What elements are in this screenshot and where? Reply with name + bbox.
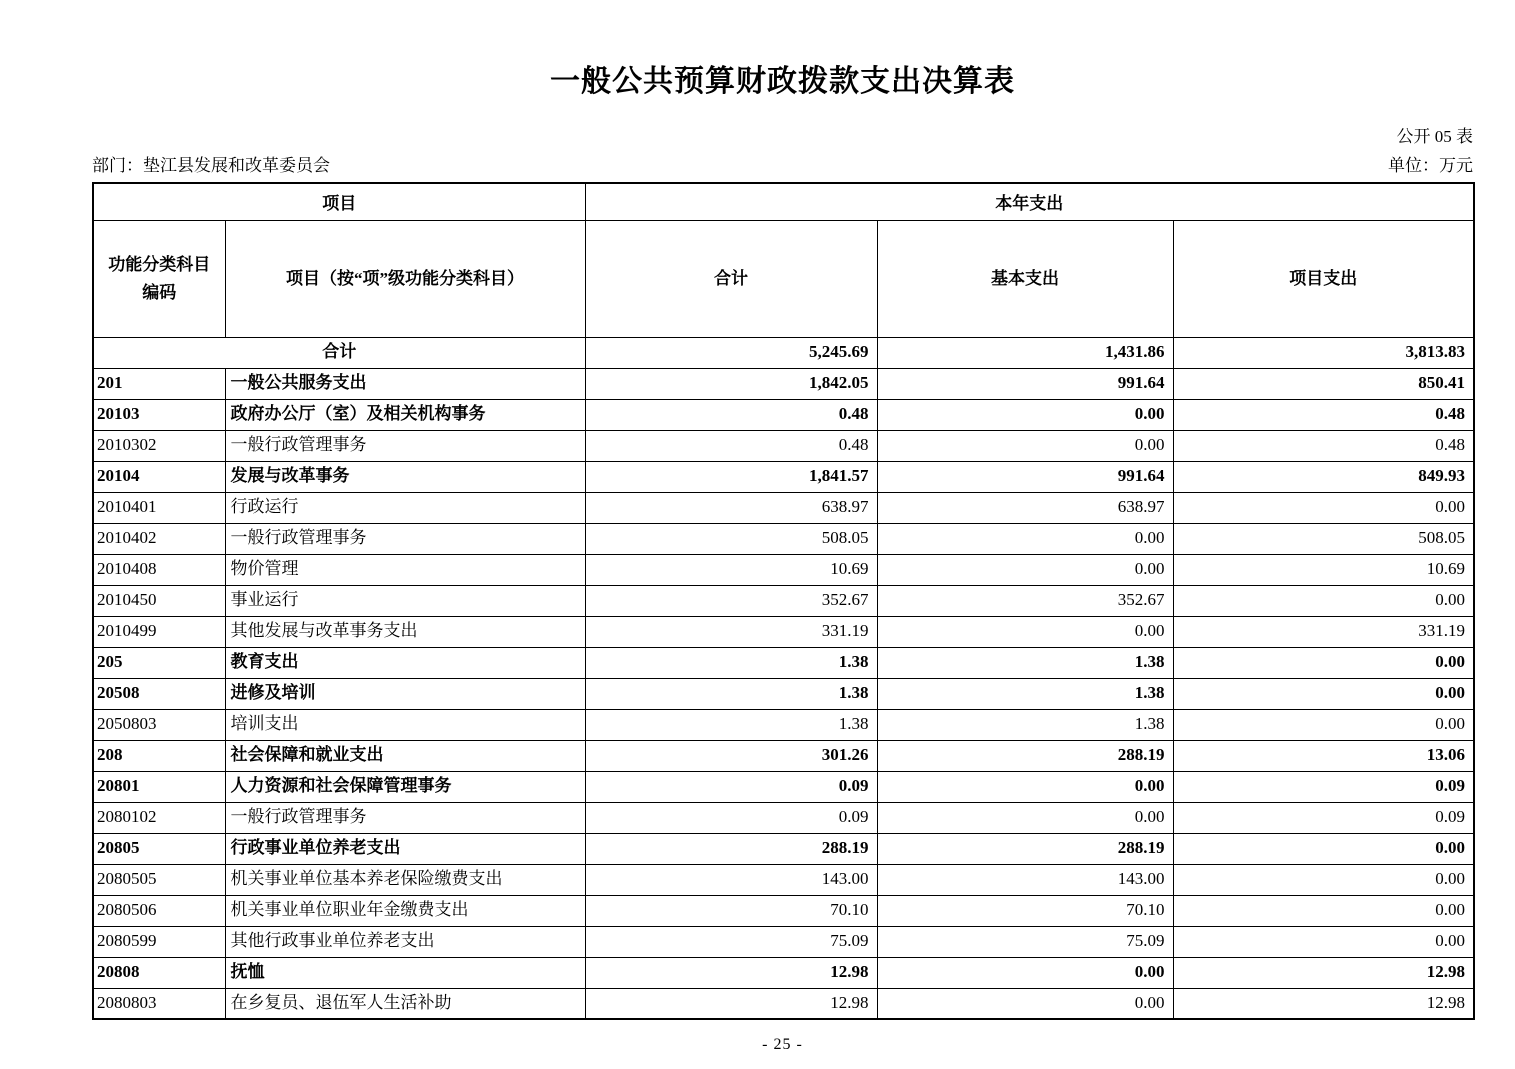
row-basic-expenditure-value: 0.00: [877, 616, 1173, 647]
row-basic-expenditure-value: 288.19: [877, 740, 1173, 771]
row-project-expenditure-value: 12.98: [1173, 988, 1474, 1019]
row-project-expenditure-value: 0.00: [1173, 926, 1474, 957]
row-function-code: 2080102: [93, 802, 225, 833]
row-item-label: 事业运行: [225, 585, 585, 616]
row-item-label: 发展与改革事务: [225, 461, 585, 492]
row-function-code: 20805: [93, 833, 225, 864]
table-row: [93, 709, 1474, 740]
row-function-code: 2080803: [93, 988, 225, 1019]
row-project-expenditure-value: 849.93: [1173, 461, 1474, 492]
table-row: [93, 337, 1474, 368]
header-col-item: 项目（按“项”级功能分类科目）: [225, 220, 585, 337]
row-function-code: 20103: [93, 399, 225, 430]
header-col-total: 合计: [585, 220, 877, 337]
table-row: [93, 988, 1474, 1019]
row-function-code: 20808: [93, 957, 225, 988]
row-project-expenditure-value: 0.48: [1173, 399, 1474, 430]
header-columns-row: [93, 220, 1474, 337]
row-total-value: 0.09: [585, 771, 877, 802]
department-label: 部门：垫江县发展和改革委员会: [92, 156, 330, 175]
row-item-label: 行政事业单位养老支出: [225, 833, 585, 864]
row-total-value: 0.48: [585, 399, 877, 430]
table-row: [93, 864, 1474, 895]
row-function-code: 20104: [93, 461, 225, 492]
unit-label: 单位：万元: [1388, 156, 1473, 175]
row-item-label: 其他行政事业单位养老支出: [225, 926, 585, 957]
table-row: [93, 585, 1474, 616]
table-row: [93, 492, 1474, 523]
row-total-value: 331.19: [585, 616, 877, 647]
header-col-project-expenditure: 项目支出: [1173, 220, 1474, 337]
row-project-expenditure-value: 0.00: [1173, 864, 1474, 895]
row-item-label: 进修及培训: [225, 678, 585, 709]
row-basic-expenditure-value: 0.00: [877, 771, 1173, 802]
row-total-value: 10.69: [585, 554, 877, 585]
row-function-code: 2050803: [93, 709, 225, 740]
header-col-basic-expenditure: 基本支出: [877, 220, 1173, 337]
table-row: [93, 461, 1474, 492]
row-item-label: 社会保障和就业支出: [225, 740, 585, 771]
row-basic-expenditure-value: 0.00: [877, 957, 1173, 988]
row-total-value: 638.97: [585, 492, 877, 523]
row-item-label: 行政运行: [225, 492, 585, 523]
row-function-code: 2010302: [93, 430, 225, 461]
row-item-label: 机关事业单位基本养老保险缴费支出: [225, 864, 585, 895]
row-item-label: 一般公共服务支出: [225, 368, 585, 399]
row-total-value: 70.10: [585, 895, 877, 926]
row-project-expenditure-value: 0.09: [1173, 802, 1474, 833]
row-basic-expenditure-value: 991.64: [877, 368, 1173, 399]
row-basic-expenditure-value: 288.19: [877, 833, 1173, 864]
row-item-label: 培训支出: [225, 709, 585, 740]
row-basic-expenditure-value: 1,431.86: [877, 337, 1173, 368]
header-col-function-code: 功能分类科目编码: [93, 220, 225, 337]
row-project-expenditure-value: 3,813.83: [1173, 337, 1474, 368]
table-row: [93, 616, 1474, 647]
row-item-label: 教育支出: [225, 647, 585, 678]
table-row: [93, 771, 1474, 802]
budget-expenditure-table: [92, 182, 1475, 1020]
row-function-code: 2010408: [93, 554, 225, 585]
page-title: 一般公共预算财政拨款支出决算表: [550, 65, 1015, 98]
row-project-expenditure-value: 0.00: [1173, 678, 1474, 709]
row-total-value: 143.00: [585, 864, 877, 895]
row-basic-expenditure-value: 1.38: [877, 709, 1173, 740]
row-project-expenditure-value: 0.00: [1173, 709, 1474, 740]
row-item-label: 物价管理: [225, 554, 585, 585]
table-row: [93, 554, 1474, 585]
row-total-value: 12.98: [585, 957, 877, 988]
row-total-value: 12.98: [585, 988, 877, 1019]
row-function-code: 2080506: [93, 895, 225, 926]
table-row: [93, 802, 1474, 833]
row-total-value: 301.26: [585, 740, 877, 771]
row-function-code: 20508: [93, 678, 225, 709]
row-total-value: 1.38: [585, 678, 877, 709]
table-row: [93, 957, 1474, 988]
row-project-expenditure-value: 0.00: [1173, 647, 1474, 678]
row-total-value: 352.67: [585, 585, 877, 616]
row-project-expenditure-value: 13.06: [1173, 740, 1474, 771]
row-basic-expenditure-value: 75.09: [877, 926, 1173, 957]
table-row: [93, 647, 1474, 678]
table-row: [93, 430, 1474, 461]
public-table-code-label: 公开 05 表: [1396, 127, 1473, 146]
row-item-label: 一般行政管理事务: [225, 430, 585, 461]
row-basic-expenditure-value: 0.00: [877, 988, 1173, 1019]
row-basic-expenditure-value: 352.67: [877, 585, 1173, 616]
row-function-code: 2080505: [93, 864, 225, 895]
row-function-code: 201: [93, 368, 225, 399]
header-group-row: [93, 183, 1474, 220]
row-basic-expenditure-value: 70.10: [877, 895, 1173, 926]
row-project-expenditure-value: 0.00: [1173, 492, 1474, 523]
row-item-label: 政府办公厅（室）及相关机构事务: [225, 399, 585, 430]
row-project-expenditure-value: 850.41: [1173, 368, 1474, 399]
header-group-project: 项目: [93, 183, 585, 220]
row-function-code: 2010402: [93, 523, 225, 554]
row-project-expenditure-value: 0.00: [1173, 833, 1474, 864]
row-project-expenditure-value: 10.69: [1173, 554, 1474, 585]
row-item-label: 一般行政管理事务: [225, 802, 585, 833]
row-basic-expenditure-value: 0.00: [877, 399, 1173, 430]
page-number: - 25 -: [762, 1036, 803, 1053]
table-row: [93, 399, 1474, 430]
row-total-value: 508.05: [585, 523, 877, 554]
row-total-value: 5,245.69: [585, 337, 877, 368]
row-function-code: 205: [93, 647, 225, 678]
row-function-code: 20801: [93, 771, 225, 802]
row-item-label: 人力资源和社会保障管理事务: [225, 771, 585, 802]
row-total-value: 288.19: [585, 833, 877, 864]
row-basic-expenditure-value: 638.97: [877, 492, 1173, 523]
row-total-value: 75.09: [585, 926, 877, 957]
document-page: [92, 0, 1473, 1054]
row-total-value: 1,842.05: [585, 368, 877, 399]
row-basic-expenditure-value: 0.00: [877, 554, 1173, 585]
header-group-current-year-expenditure: 本年支出: [585, 183, 1474, 220]
row-project-expenditure-value: 0.48: [1173, 430, 1474, 461]
table-row: [93, 368, 1474, 399]
row-total-value: 0.48: [585, 430, 877, 461]
row-function-code: 2080599: [93, 926, 225, 957]
table-row: [93, 678, 1474, 709]
row-basic-expenditure-value: 0.00: [877, 802, 1173, 833]
row-basic-expenditure-value: 991.64: [877, 461, 1173, 492]
row-project-expenditure-value: 331.19: [1173, 616, 1474, 647]
row-basic-expenditure-value: 0.00: [877, 430, 1173, 461]
row-basic-expenditure-value: 1.38: [877, 647, 1173, 678]
row-function-code: 2010450: [93, 585, 225, 616]
row-project-expenditure-value: 12.98: [1173, 957, 1474, 988]
row-project-expenditure-value: 508.05: [1173, 523, 1474, 554]
table-row: [93, 895, 1474, 926]
row-basic-expenditure-value: 0.00: [877, 523, 1173, 554]
row-project-expenditure-value: 0.00: [1173, 585, 1474, 616]
row-basic-expenditure-value: 143.00: [877, 864, 1173, 895]
row-total-value: 1.38: [585, 709, 877, 740]
row-basic-expenditure-value: 1.38: [877, 678, 1173, 709]
row-total-value: 1.38: [585, 647, 877, 678]
row-total-value: 0.09: [585, 802, 877, 833]
row-function-code: 208: [93, 740, 225, 771]
row-item-label: 机关事业单位职业年金缴费支出: [225, 895, 585, 926]
row-function-code: 2010499: [93, 616, 225, 647]
meta-row: [92, 151, 1473, 176]
row-project-expenditure-value: 0.09: [1173, 771, 1474, 802]
table-row: [93, 833, 1474, 864]
row-item-label: 合计: [93, 337, 585, 368]
table-row: [93, 926, 1474, 957]
table-row: [93, 740, 1474, 771]
row-project-expenditure-value: 0.00: [1173, 895, 1474, 926]
table-row: [93, 523, 1474, 554]
row-item-label: 一般行政管理事务: [225, 523, 585, 554]
row-function-code: 2010401: [93, 492, 225, 523]
row-total-value: 1,841.57: [585, 461, 877, 492]
row-item-label: 在乡复员、退伍军人生活补助: [225, 988, 585, 1019]
row-item-label: 抚恤: [225, 957, 585, 988]
row-item-label: 其他发展与改革事务支出: [225, 616, 585, 647]
